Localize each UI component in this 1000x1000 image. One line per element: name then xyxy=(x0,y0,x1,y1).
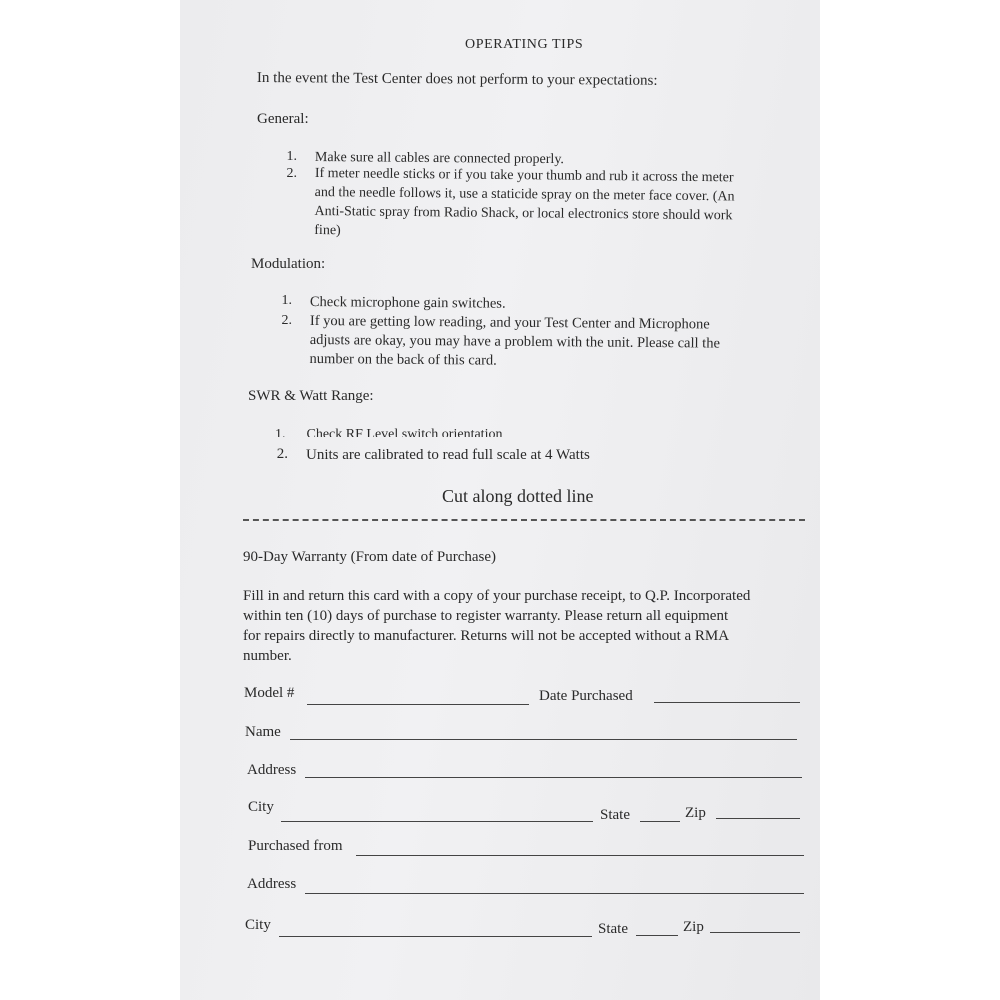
general-item-2-line-1: If meter needle sticks or if you take your thumb and rub it across the meter xyxy=(314,165,734,186)
general-heading: General: xyxy=(257,111,309,127)
state-2-label: State xyxy=(598,921,628,937)
city-label: City xyxy=(248,799,274,815)
general-item-1-number: 1. xyxy=(286,149,297,164)
modulation-item-2-text xyxy=(310,312,810,373)
city-2-label: City xyxy=(245,917,271,933)
modulation-item-1-number: 1. xyxy=(281,293,292,308)
model-label: Model # xyxy=(244,685,295,701)
city-2-field[interactable] xyxy=(279,936,592,937)
zip-2-label: Zip xyxy=(683,919,704,935)
swr-heading: SWR & Watt Range: xyxy=(248,388,374,404)
swr-item-1-line-1: Check RF Level switch orientation xyxy=(306,427,503,437)
page-title: OPERATING TIPS xyxy=(465,37,584,52)
swr-item-1-number: 1. xyxy=(275,427,286,437)
warranty-heading: 90-Day Warranty (From date of Purchase) xyxy=(243,549,497,565)
state-label: State xyxy=(600,807,630,823)
modulation-item-1-line-1: Check microphone gain switches. xyxy=(309,293,506,312)
model-field[interactable] xyxy=(307,704,529,705)
warranty-line-2: within ten (10) days of purchase to register warranty. Please return all equipment xyxy=(243,608,729,624)
address-2-label: Address xyxy=(247,876,297,892)
date-purchased-field[interactable] xyxy=(654,702,800,703)
swr-item-2-number: 2. xyxy=(276,446,288,462)
modulation-item-2-line-2: adjusts are okay, you may have a problem with the unit. Please call the xyxy=(309,331,720,352)
warranty-line-1: Fill in and return this card with a copy of your purchase receipt, to Q.P. Incorporated xyxy=(243,588,751,604)
swr-item-2-text xyxy=(306,446,806,465)
zip-2-field[interactable] xyxy=(710,932,800,933)
city-field[interactable] xyxy=(281,821,593,822)
swr-item-1-clipped xyxy=(275,425,575,437)
address-2-field[interactable] xyxy=(305,893,804,894)
modulation-item-2-line-3: number on the back of this card. xyxy=(309,350,497,369)
date-purchased-label: Date Purchased xyxy=(539,688,633,704)
general-item-2-line-2: and the needle follows it, use a staticide spray on the meter face cover. (An xyxy=(314,184,735,205)
dotted-cut-line xyxy=(243,519,805,521)
modulation-item-2-line-1: If you are getting low reading, and your Test Center and Microphone xyxy=(309,312,710,333)
general-item-2-line-3: Anti-Static spray from Radio Shack, or local electronics store should work xyxy=(314,203,733,224)
zip-label: Zip xyxy=(685,805,706,821)
state-field[interactable] xyxy=(640,821,680,822)
warranty-line-4: number. xyxy=(243,648,292,664)
modulation-heading: Modulation: xyxy=(251,256,326,272)
address-field[interactable] xyxy=(305,777,802,778)
name-field[interactable] xyxy=(290,739,797,740)
general-item-2-number: 2. xyxy=(286,166,297,181)
cut-label: Cut along dotted line xyxy=(442,486,594,506)
swr-item-1-text xyxy=(275,427,502,437)
modulation-item-2-number: 2. xyxy=(281,313,292,328)
state-2-field[interactable] xyxy=(636,935,678,936)
swr-item-2-line-1: Units are calibrated to read full scale at 4 Watts xyxy=(306,447,590,463)
zip-field[interactable] xyxy=(716,818,800,819)
address-label: Address xyxy=(247,762,297,778)
general-item-2-line-4: fine) xyxy=(314,222,341,239)
warranty-line-3: for repairs directly to manufacturer. Returns will not be accepted without a RMA xyxy=(243,628,730,644)
general-item-2-text xyxy=(314,164,815,245)
general-item-1-line-1: Make sure all cables are connected properly. xyxy=(314,149,565,168)
name-label: Name xyxy=(245,724,281,740)
intro-text: In the event the Test Center does not perform to your expectations: xyxy=(256,70,658,89)
purchased-from-field[interactable] xyxy=(356,855,804,856)
warranty-paragraph xyxy=(243,586,808,666)
purchased-from-label: Purchased from xyxy=(248,838,343,854)
